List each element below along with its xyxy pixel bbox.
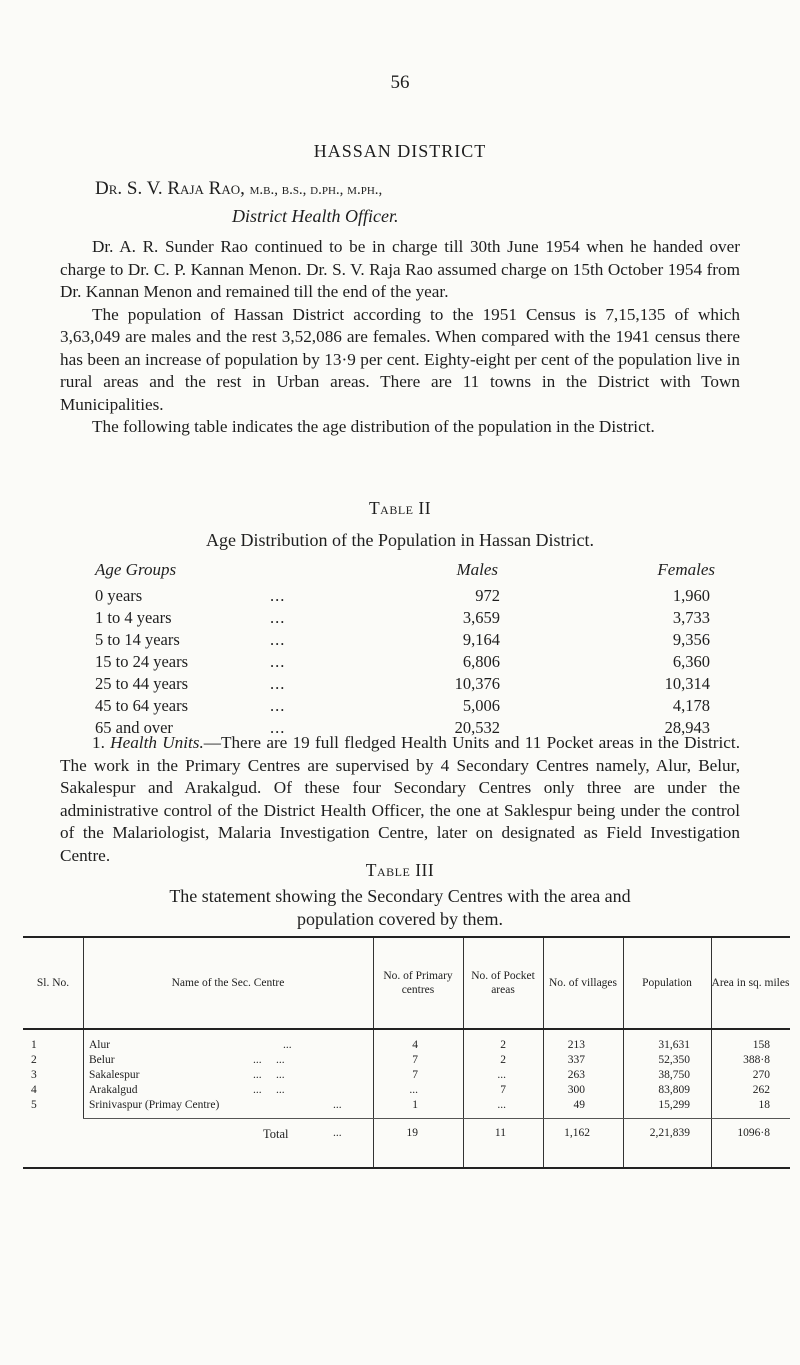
header-villages: No. of villages bbox=[548, 977, 618, 989]
cell-age-group: 65 and over bbox=[95, 718, 173, 737]
cell-pocket: 2 bbox=[500, 1039, 506, 1051]
cell-age-group: 5 to 14 years bbox=[95, 630, 180, 649]
paragraph: The following table indicates the age distribution of the population in the District. bbox=[92, 417, 655, 436]
cell-males: 6,806 bbox=[462, 652, 500, 671]
cell-primary: 4 bbox=[412, 1039, 418, 1051]
intro-paragraphs bbox=[60, 236, 740, 439]
paragraph: The population of Hassan District according to the 1951 Census is 7,15,135 of which 3,63,049 are males and the rest 3,52,086 are females. When compared with the 1941 census there has been an increase of population by 13·9 per cent. Eighty-eight per cent of the population live in rural areas and the rest in Urban areas. There are 11 towns in the District with Town Municipalities. bbox=[60, 304, 740, 414]
cell-sl-no: 3 bbox=[31, 1069, 37, 1081]
section-text: —There are 19 full fledged Health Units and 11 Pocket areas in the District. The work in the Primary Centres are supervised by 4 Secondary Centres namely, Alur, Belur, Sakalespur and Arakalgud. Of these four Secondary Centres only three are under the administrative control of the District Health Officer, the one at Saklespur being under the control of the Malariologist, Malaria Investigation Centre, later on designated as Field Investigation Centre. bbox=[60, 733, 740, 865]
column-divider bbox=[623, 938, 624, 1028]
cell-area: 262 bbox=[752, 1084, 770, 1096]
leader-dots: ... bbox=[270, 718, 286, 737]
total-area: 1096·8 bbox=[737, 1127, 770, 1139]
total-pocket: 11 bbox=[494, 1127, 506, 1139]
leader-dots: ... bbox=[270, 608, 286, 627]
cell-pocket: ... bbox=[497, 1069, 506, 1081]
table-row bbox=[23, 1099, 790, 1114]
total-villages: 1,162 bbox=[564, 1127, 590, 1139]
leader-dots: ... bbox=[270, 652, 286, 671]
cell-primary: 7 bbox=[412, 1054, 418, 1066]
total-primary: 19 bbox=[406, 1127, 418, 1139]
total-label: Total bbox=[263, 1127, 289, 1141]
leader-dots: ... bbox=[270, 674, 286, 693]
table-row bbox=[95, 696, 715, 718]
cell-females: 9,356 bbox=[672, 630, 710, 649]
cell-centre-name: Arakalgud bbox=[89, 1084, 138, 1096]
cell-area: 18 bbox=[758, 1099, 770, 1111]
table-body bbox=[23, 1030, 790, 1118]
table3-title-line1: The statement showing the Secondary Centres with the area and bbox=[169, 886, 631, 906]
cell-females: 28,943 bbox=[664, 718, 710, 737]
column-divider bbox=[623, 1119, 624, 1167]
cell-age-group: 25 to 44 years bbox=[95, 674, 189, 693]
header-population: Population bbox=[642, 977, 692, 989]
cell-pocket: 7 bbox=[500, 1084, 506, 1096]
cell-population: 83,809 bbox=[658, 1084, 690, 1096]
table3-caption: Table III bbox=[365, 860, 435, 880]
total-population: 2,21,839 bbox=[649, 1127, 690, 1139]
leader-dots: ... ... bbox=[253, 1054, 285, 1066]
cell-age-group: 45 to 64 years bbox=[95, 696, 189, 715]
leader-dots: ... bbox=[270, 630, 286, 649]
cell-population: 31,631 bbox=[658, 1039, 690, 1051]
table-row bbox=[23, 1039, 790, 1054]
officer-line bbox=[95, 178, 382, 200]
header-primary-centres: No. of Primary centres bbox=[383, 970, 453, 996]
cell-females: 6,360 bbox=[672, 652, 710, 671]
cell-primary: 7 bbox=[412, 1069, 418, 1081]
header-males: Males bbox=[456, 560, 498, 579]
cell-males: 5,006 bbox=[462, 696, 500, 715]
column-divider bbox=[373, 1119, 374, 1167]
cell-villages: 300 bbox=[567, 1084, 585, 1096]
column-divider bbox=[463, 938, 464, 1028]
cell-villages: 49 bbox=[573, 1099, 585, 1111]
cell-age-group: 1 to 4 years bbox=[95, 608, 172, 627]
cell-sl-no: 4 bbox=[31, 1084, 37, 1096]
column-divider bbox=[711, 1119, 712, 1167]
cell-area: 158 bbox=[752, 1039, 770, 1051]
table-row bbox=[95, 630, 715, 652]
header-area: Area in sq. miles bbox=[711, 977, 790, 989]
table3-title-line2: population covered by them. bbox=[297, 909, 503, 929]
cell-villages: 213 bbox=[567, 1039, 585, 1051]
cell-sl-no: 5 bbox=[31, 1099, 37, 1111]
table-row bbox=[23, 1054, 790, 1069]
leader-dots: ... ... bbox=[253, 1084, 285, 1096]
section-heading: Health Units. bbox=[110, 733, 204, 752]
header-pocket-areas: No. of Pocket areas bbox=[471, 970, 535, 996]
page-title: HASSAN DISTRICT bbox=[313, 141, 487, 161]
table-header-row bbox=[95, 560, 715, 586]
cell-villages: 337 bbox=[567, 1054, 585, 1066]
header-age-groups: Age Groups bbox=[95, 560, 177, 579]
table-row bbox=[95, 674, 715, 696]
header-centre-name: Name of the Sec. Centre bbox=[171, 977, 285, 989]
table-row bbox=[95, 586, 715, 608]
cell-males: 972 bbox=[475, 586, 500, 605]
age-distribution-table bbox=[95, 560, 715, 740]
secondary-centres-table bbox=[23, 936, 790, 1169]
section-number: 1. bbox=[92, 733, 105, 752]
paragraph: Dr. A. R. Sunder Rao continued to be in charge till 30th June 1954 when he handed over charge to Dr. C. P. Kannan Menon. Dr. S. V. Raja Rao assumed charge on 15th October 1954 from Dr. Kannan Menon and remained till the end of the year. bbox=[60, 237, 740, 301]
cell-primary: 1 bbox=[412, 1099, 418, 1111]
cell-sl-no: 1 bbox=[31, 1039, 37, 1051]
health-units-paragraph bbox=[60, 732, 740, 867]
table-row bbox=[95, 608, 715, 630]
header-females: Females bbox=[657, 560, 715, 579]
column-divider bbox=[543, 938, 544, 1028]
cell-primary: ... bbox=[409, 1084, 418, 1096]
cell-population: 52,350 bbox=[658, 1054, 690, 1066]
cell-age-group: 0 years bbox=[95, 586, 143, 605]
cell-males: 3,659 bbox=[462, 608, 500, 627]
cell-males: 9,164 bbox=[462, 630, 500, 649]
cell-males: 20,532 bbox=[454, 718, 500, 737]
officer-name: Dr. S. V. Raja Rao, bbox=[95, 178, 245, 199]
column-divider bbox=[373, 938, 374, 1028]
cell-centre-name: Srinivaspur (Primay Centre) bbox=[89, 1099, 220, 1111]
officer-role: District Health Officer. bbox=[232, 206, 399, 226]
header-sl-no: Sl. No. bbox=[36, 977, 70, 989]
cell-centre-name: Belur bbox=[89, 1054, 115, 1066]
table-row bbox=[23, 1069, 790, 1084]
column-divider bbox=[83, 938, 84, 1028]
cell-females: 1,960 bbox=[672, 586, 710, 605]
cell-sl-no: 2 bbox=[31, 1054, 37, 1066]
leader-dots: ... bbox=[333, 1127, 342, 1139]
cell-females: 3,733 bbox=[672, 608, 710, 627]
column-divider bbox=[543, 1119, 544, 1167]
table-row bbox=[95, 652, 715, 674]
column-divider bbox=[463, 1119, 464, 1167]
leader-dots: ... ... bbox=[253, 1069, 285, 1081]
cell-population: 15,299 bbox=[658, 1099, 690, 1111]
cell-area: 270 bbox=[752, 1069, 770, 1081]
cell-females: 10,314 bbox=[664, 674, 710, 693]
leader-dots: ... bbox=[333, 1099, 342, 1111]
paragraph bbox=[60, 732, 740, 867]
cell-males: 10,376 bbox=[454, 674, 500, 693]
leader-dots: ... bbox=[270, 696, 286, 715]
table2-caption: Table II bbox=[368, 498, 432, 518]
cell-females: 4,178 bbox=[672, 696, 710, 715]
cell-centre-name: Alur bbox=[89, 1039, 111, 1051]
column-divider bbox=[711, 938, 712, 1028]
table-row bbox=[23, 1084, 790, 1099]
cell-age-group: 15 to 24 years bbox=[95, 652, 189, 671]
table2-title: Age Distribution of the Population in Hassan District. bbox=[206, 530, 594, 550]
cell-population: 38,750 bbox=[658, 1069, 690, 1081]
cell-villages: 263 bbox=[567, 1069, 585, 1081]
table-total-row bbox=[83, 1118, 790, 1167]
page-number: 56 bbox=[390, 72, 410, 93]
cell-area: 388·8 bbox=[743, 1054, 770, 1066]
cell-pocket: ... bbox=[497, 1099, 506, 1111]
leader-dots: ... bbox=[270, 586, 286, 605]
table-header-row bbox=[23, 938, 790, 1030]
officer-degrees: m.b., b.s., d.ph., m.ph., bbox=[249, 182, 383, 198]
cell-centre-name: Sakalespur bbox=[89, 1069, 140, 1081]
cell-pocket: 2 bbox=[500, 1054, 506, 1066]
leader-dots: ... bbox=[283, 1039, 292, 1051]
